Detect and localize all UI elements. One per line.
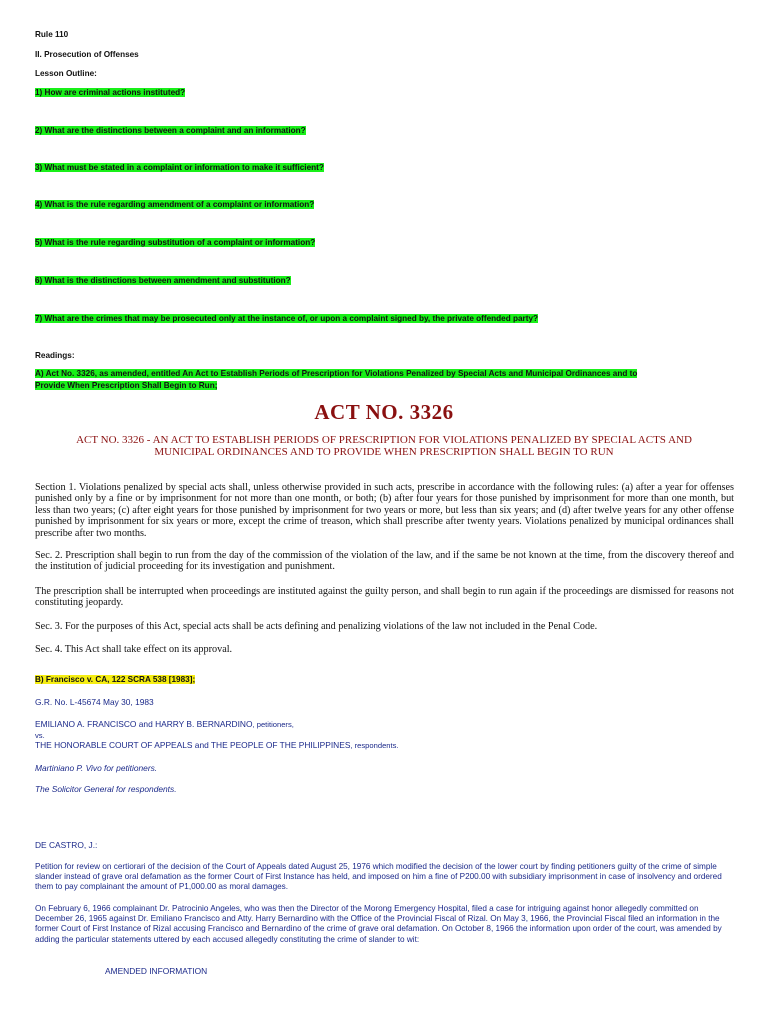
rule-number: Rule 110 (35, 30, 69, 39)
counsel-petitioners: Martiniano P. Vivo for petitioners. (35, 763, 158, 773)
respondents-suffix: , respondents. (350, 741, 399, 750)
decision-paragraph-1: Petition for review on certiorari of the decision of the Court of Appeals dated August 25, 1976 which modified the decision of the lower court by finding petitioners guilty of the crime of simple slander instead of grave oral defamation as the former Court of First Instance has held, and imposed on him a fine of P200.00 with subsidiary imprisonment in case of insolvency and ordered them to pay complainant the amount of P1,000.00 as moral damages. (35, 862, 722, 892)
outline-item-6: 6) What is the distinctions between amendment and substitution? (35, 276, 291, 285)
act-title: ACT NO. 3326 (314, 400, 454, 424)
act-section-4: Sec. 4. This Act shall take effect on its approval. (35, 644, 233, 655)
readings-label: Readings: (35, 351, 75, 360)
ponente: DE CASTRO, J.: (35, 840, 98, 850)
outline-item-4: 4) What is the rule regarding amendment of a complaint or information? (35, 200, 315, 209)
decision-paragraph-2: On February 6, 1966 complainant Dr. Patrocinio Angeles, who was then the Director of the Morong Emergency Hospital, filed a case for intriguing against honor allegedly committed on December 26, 1965 against Dr. Emiliano Francisco and Atty. Harry Bernardino with the Office of the Provincial Fiscal of Rizal. On May 3, 1966, the Provincial Fiscal filed an information in the former Court of First Instance of Rizal accusing Francisco and Bernardino of the crime of grave oral defamation. On October 8, 1966 the information upon order of the court, was amended by adding the particular statements uttered by each accused allegedly constituting the crime of slander to wit: (35, 904, 722, 944)
outline-item-2: 2) What are the distinctions between a complaint and an information? (35, 126, 306, 135)
reading-b: B) Francisco v. CA, 122 SCRA 538 [1983]; (35, 675, 196, 684)
reading-a-line2: Provide When Prescription Shall Begin to Run; (35, 381, 218, 390)
act-subtitle-line2: MUNICIPAL ORDINANCES AND TO PROVIDE WHEN PRESCRIPTION SHALL BEGIN TO RUN (154, 446, 614, 458)
act-section-1: Section 1. Violations penalized by special acts shall, unless otherwise provided in such acts, prescribe in accordance with the following rules: (a) after a year for offenses punished only by a fine or by imprisonment for not more than one month, or both; (b) after four years for those punished by imprisonment for more than one month, but less than two years; (c) after eight years for those punished by imprisonment for two years or more, but less than six years; and (d) after twelve years for any other offense punished by imprisonment for six years or more, except the crime of treason, which shall prescribe after twenty years. Violations penalized by municipal ordinances shall prescribe after two months. (35, 482, 734, 539)
act-subtitle (40, 434, 728, 458)
amended-information-heading: AMENDED INFORMATION (105, 966, 208, 976)
act-subtitle-line1: ACT NO. 3326 - AN ACT TO ESTABLISH PERIODS OF PRESCRIPTION FOR VIOLATIONS PENALIZED BY SPECIAL ACTS AND (76, 434, 692, 446)
act-section-2: Sec. 2. Prescription shall begin to run from the day of the commission of the violation of the law, and if the same be not known at the time, from the discovery thereof and the institution of judicial proceeding for its investigation and punishment. (35, 550, 734, 573)
outline-label: Lesson Outline: (35, 69, 97, 78)
versus: vs. (35, 731, 45, 740)
petitioners (35, 719, 294, 729)
respondents-names: THE HONORABLE COURT OF APPEALS and THE PEOPLE OF THE PHILIPPINES (35, 740, 351, 750)
gr-number: G.R. No. L-45674 May 30, 1983 (35, 697, 154, 707)
outline-item-5: 5) What is the rule regarding substitution of a complaint or information? (35, 238, 316, 247)
section-title: II. Prosecution of Offenses (35, 50, 139, 59)
petitioners-names: EMILIANO A. FRANCISCO and HARRY B. BERNARDINO (35, 719, 253, 729)
reading-a-line1: A) Act No. 3326, as amended, entitled An Act to Establish Periods of Prescription for Violations Penalized by Special Acts and Municipal Ordinances and to (35, 369, 638, 378)
act-interruption-paragraph: The prescription shall be interrupted when proceedings are instituted against the guilty person, and shall begin to run again if the proceedings are dismissed for reasons not constituting jeopardy. (35, 586, 734, 609)
outline-item-3: 3) What must be stated in a complaint or information to make it sufficient? (35, 163, 324, 172)
act-section-3: Sec. 3. For the purposes of this Act, special acts shall be acts defining and penalizing violations of the law not included in the Penal Code. (35, 621, 598, 632)
outline-item-7: 7) What are the crimes that may be prosecuted only at the instance of, or upon a complaint signed by, the private offended party? (35, 314, 539, 323)
respondents (35, 740, 399, 750)
petitioners-suffix: , petitioners, (252, 720, 294, 729)
counsel-respondents: The Solicitor General for respondents. (35, 784, 177, 794)
outline-item-1: 1) How are criminal actions instituted? (35, 88, 186, 97)
